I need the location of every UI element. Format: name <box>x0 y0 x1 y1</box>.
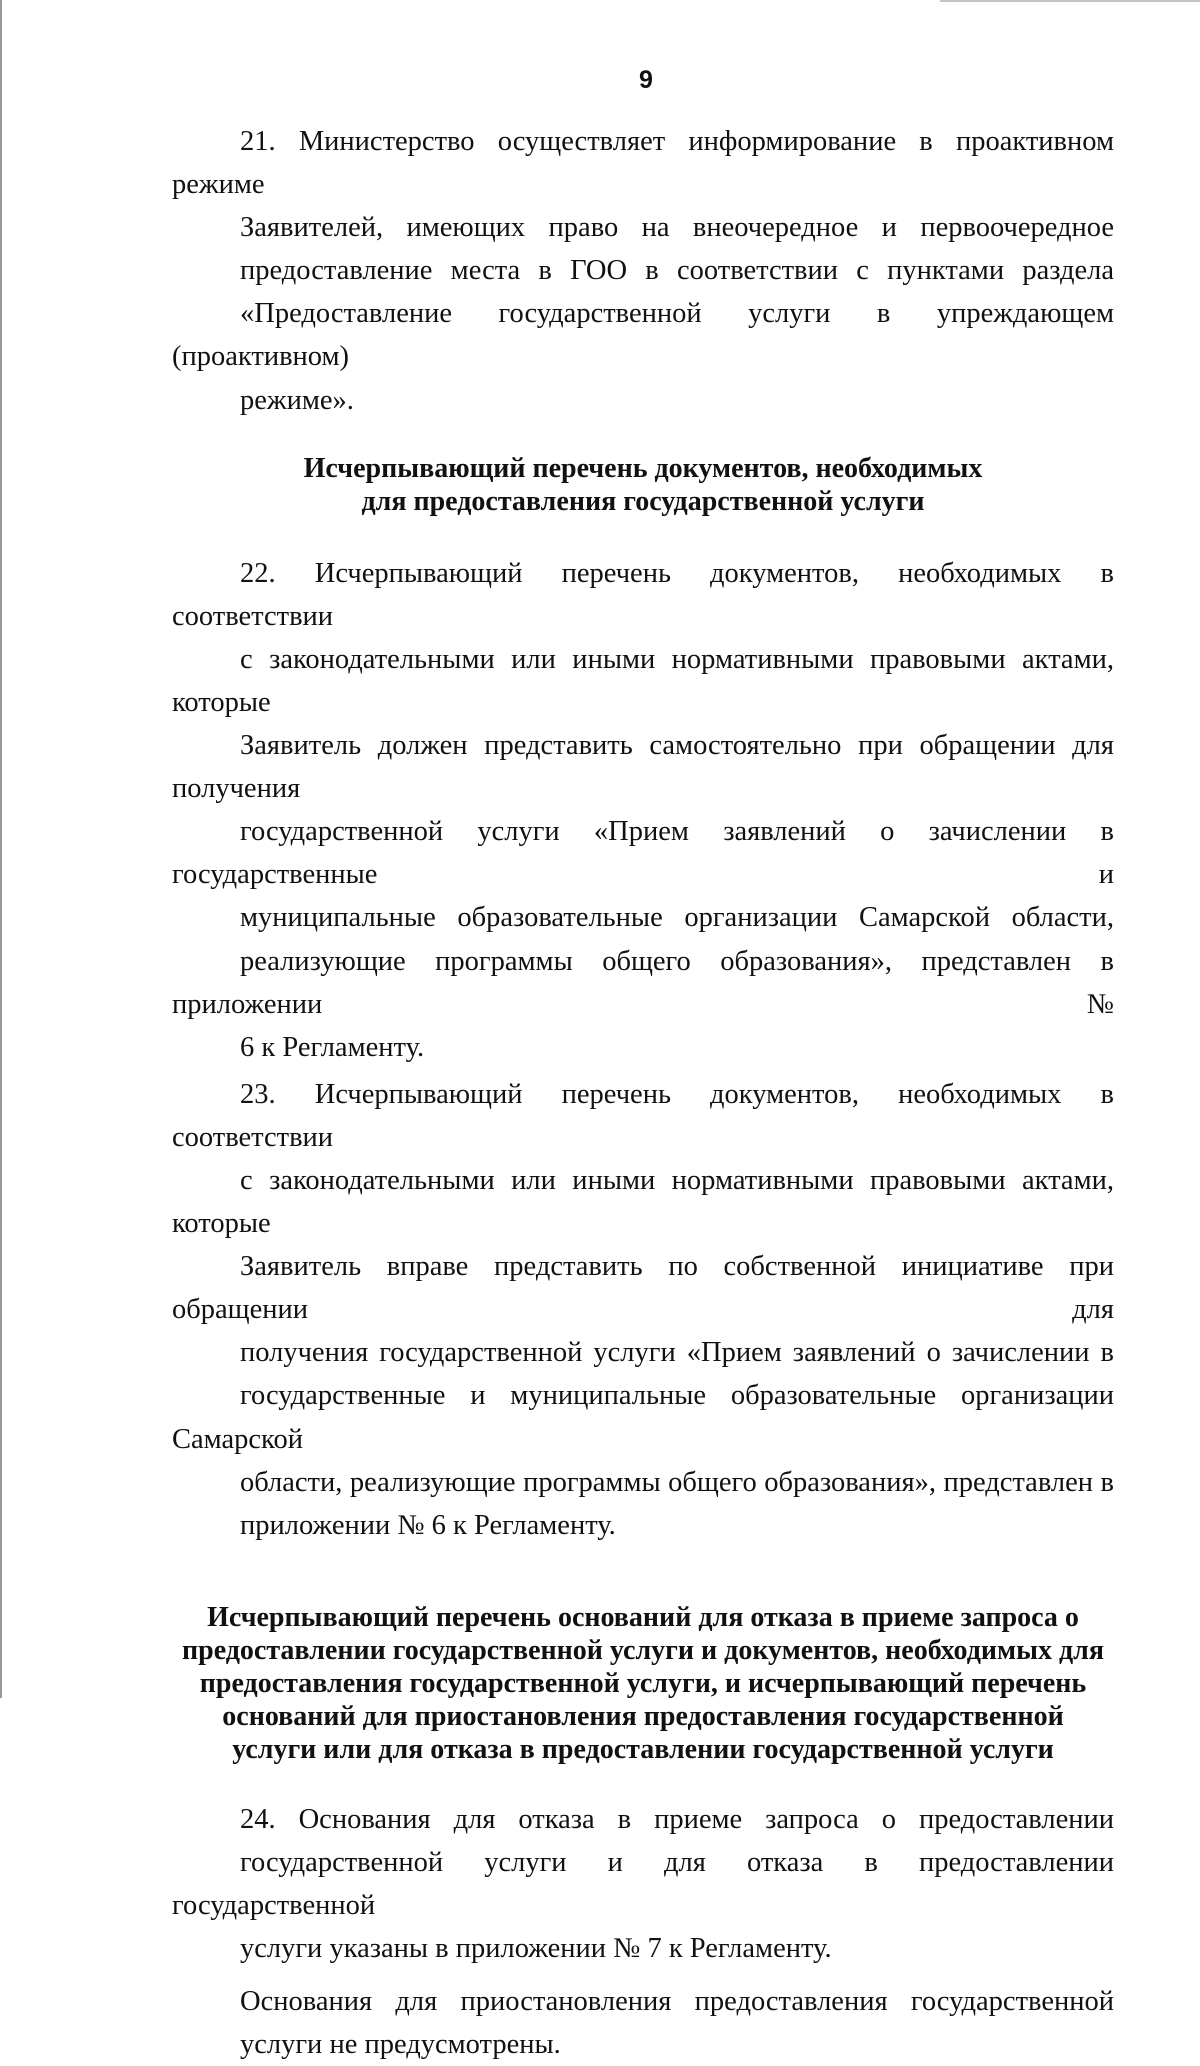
scan-edge-left <box>0 0 2 1698</box>
paragraph-22-line: с законодательными или иными нормативными правовыми актами, которые <box>172 643 1114 718</box>
section-heading-refusal <box>172 1601 1114 1766</box>
heading-line: предоставлении государственной услуги и документов, необходимых для <box>181 1634 1105 1666</box>
paragraph-21-line: Заявителей, имеющих право на внеочередное и первоочередное <box>240 212 1114 244</box>
paragraph-21 <box>172 120 1114 422</box>
heading-line: предоставления государственной услуги, и исчерпывающий перечень <box>199 1667 1087 1699</box>
paragraph-24-suspension-line: услуги не предусмотрены. <box>240 2029 561 2061</box>
heading-line: оснований для приостановления предоставления государственной <box>222 1700 1064 1732</box>
paragraph-24-line: государственной услуги и для отказа в предоставлении государственной <box>172 1846 1114 1921</box>
page-number: 9 <box>639 66 653 94</box>
paragraph-24-suspension <box>172 1980 1114 2066</box>
paragraph-21-line: «Предоставление государственной услуги в упреждающем (проактивном) <box>172 298 1114 373</box>
paragraph-23-line: 23. Исчерпывающий перечень документов, необходимых в соответствии <box>172 1078 1114 1153</box>
paragraph-24-suspension-line: Основания для приостановления предоставления государственной <box>240 1986 1114 2018</box>
paragraph-23-line: с законодательными или иными нормативными правовыми актами, которые <box>172 1164 1114 1240</box>
paragraph-22 <box>172 552 1114 1069</box>
scan-edge-top <box>940 0 1200 2</box>
section-heading-documents <box>172 452 1114 518</box>
paragraph-23-line: области, реализующие программы общего образования», представлен в <box>240 1466 1114 1498</box>
document-body <box>172 120 1114 2066</box>
paragraph-21-line: 21. Министерство осуществляет информирование в проактивном режиме <box>172 126 1114 201</box>
heading-line: Исчерпывающий перечень оснований для отказа в приеме запроса о <box>207 1601 1079 1633</box>
paragraph-24-line: 24. Основания для отказа в приеме запроса о предоставлении <box>240 1803 1114 1835</box>
paragraph-21-line: режиме». <box>240 384 354 416</box>
heading-line: Исчерпывающий перечень документов, необходимых <box>303 452 983 484</box>
paragraph-24 <box>172 1798 1114 1970</box>
heading-line: услуги или для отказа в предоставлении государственной услуги <box>232 1733 1054 1765</box>
paragraph-22-line: 6 к Регламенту. <box>240 1031 425 1063</box>
paragraph-23-line: государственные и муниципальные образовательные организации Самарской <box>172 1380 1114 1455</box>
heading-line: для предоставления государственной услуги <box>361 485 925 517</box>
paragraph-22-line: реализующие программы общего образования», представлен в приложении № <box>172 945 1114 1020</box>
paragraph-22-line: муниципальные образовательные организации Самарской области, <box>240 902 1114 934</box>
paragraph-21-line: предоставление места в ГОО в соответствии с пунктами раздела <box>240 255 1114 287</box>
paragraph-23 <box>172 1073 1114 1547</box>
paragraph-24-line: услуги указаны в приложении № 7 к Регламенту. <box>240 1933 832 1965</box>
paragraph-22-line: Заявитель должен представить самостоятельно при обращении для получения <box>172 730 1114 805</box>
paragraph-22-line: 22. Исчерпывающий перечень документов, необходимых в соответствии <box>172 557 1114 632</box>
paragraph-23-line: Заявитель вправе представить по собственной инициативе при обращении для <box>172 1251 1114 1326</box>
paragraph-23-line: приложении № 6 к Регламенту. <box>240 1509 616 1541</box>
paragraph-23-line: получения государственной услуги «Прием заявлений о зачислении в <box>240 1337 1114 1369</box>
paragraph-22-line: государственной услуги «Прием заявлений о зачислении в государственные и <box>172 816 1114 891</box>
